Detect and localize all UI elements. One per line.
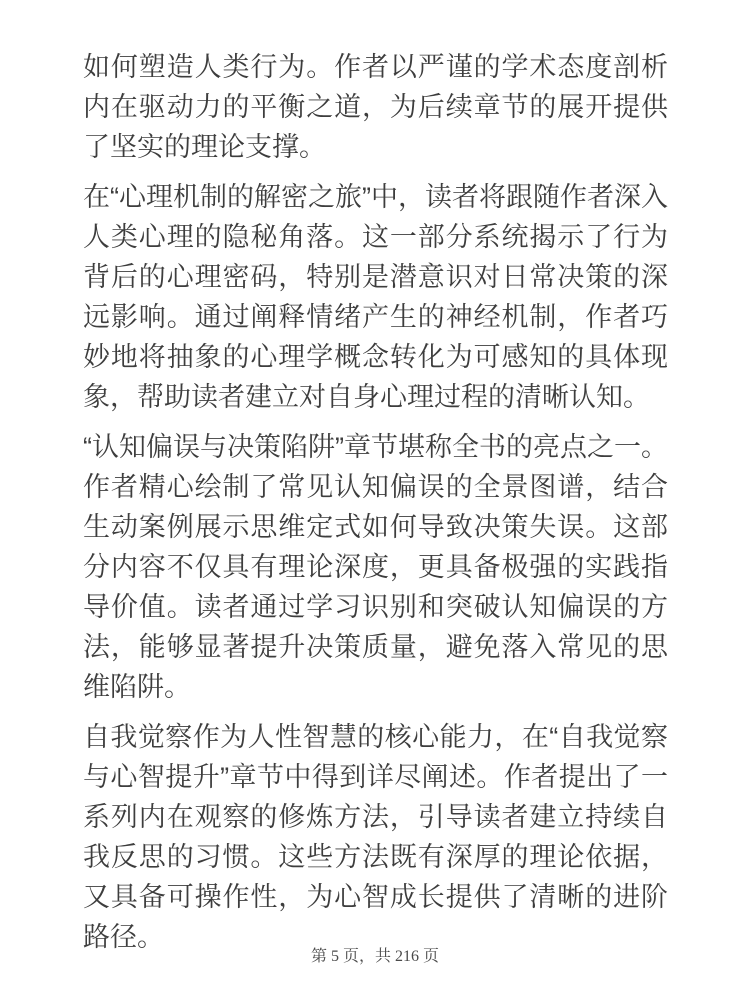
- page-number-indicator: 第 5 页，共 216 页: [310, 948, 439, 965]
- paragraph-2: 在“心理机制的解密之旅”中，读者将跟随作者深入人类心理的隐秘角落。这一部分系统揭示了行为背后的心理密码，特别是潜意识对日常决策的深远影响。通过阐释情绪产生的神经机制，作者巧妙地将抽象的心理学概念转化为可感知的具体现象，帮助读者建立对自身心理过程的清晰认知。: [83, 182, 668, 412]
- paragraph-1: 如何塑造人类行为。作者以严谨的学术态度剖析内在驱动力的平衡之道，为后续章节的展开提供了坚实的理论支撑。: [83, 52, 668, 162]
- paragraph-3: “认知偏误与决策陷阱”章节堪称全书的亮点之一。作者精心绘制了常见认知偏误的全景图谱，结合生动案例展示思维定式如何导致决策失误。这部分内容不仅具有理论深度，更具备极强的实践指导价值。读者通过学习识别和突破认知偏误的方法，能够显著提升决策质量，避免落入常见的思维陷阱。: [83, 432, 668, 702]
- paragraph-4: 自我觉察作为人性智慧的核心能力，在“自我觉察与心智提升”章节中得到详尽阐述。作者提出了一系列内在观察的修炼方法，引导读者建立持续自我反思的习惯。这些方法既有深厚的理论依据，又具备可操作性，为心智成长提供了清晰的进阶路径。: [83, 722, 668, 952]
- page-text-body: [83, 47, 668, 957]
